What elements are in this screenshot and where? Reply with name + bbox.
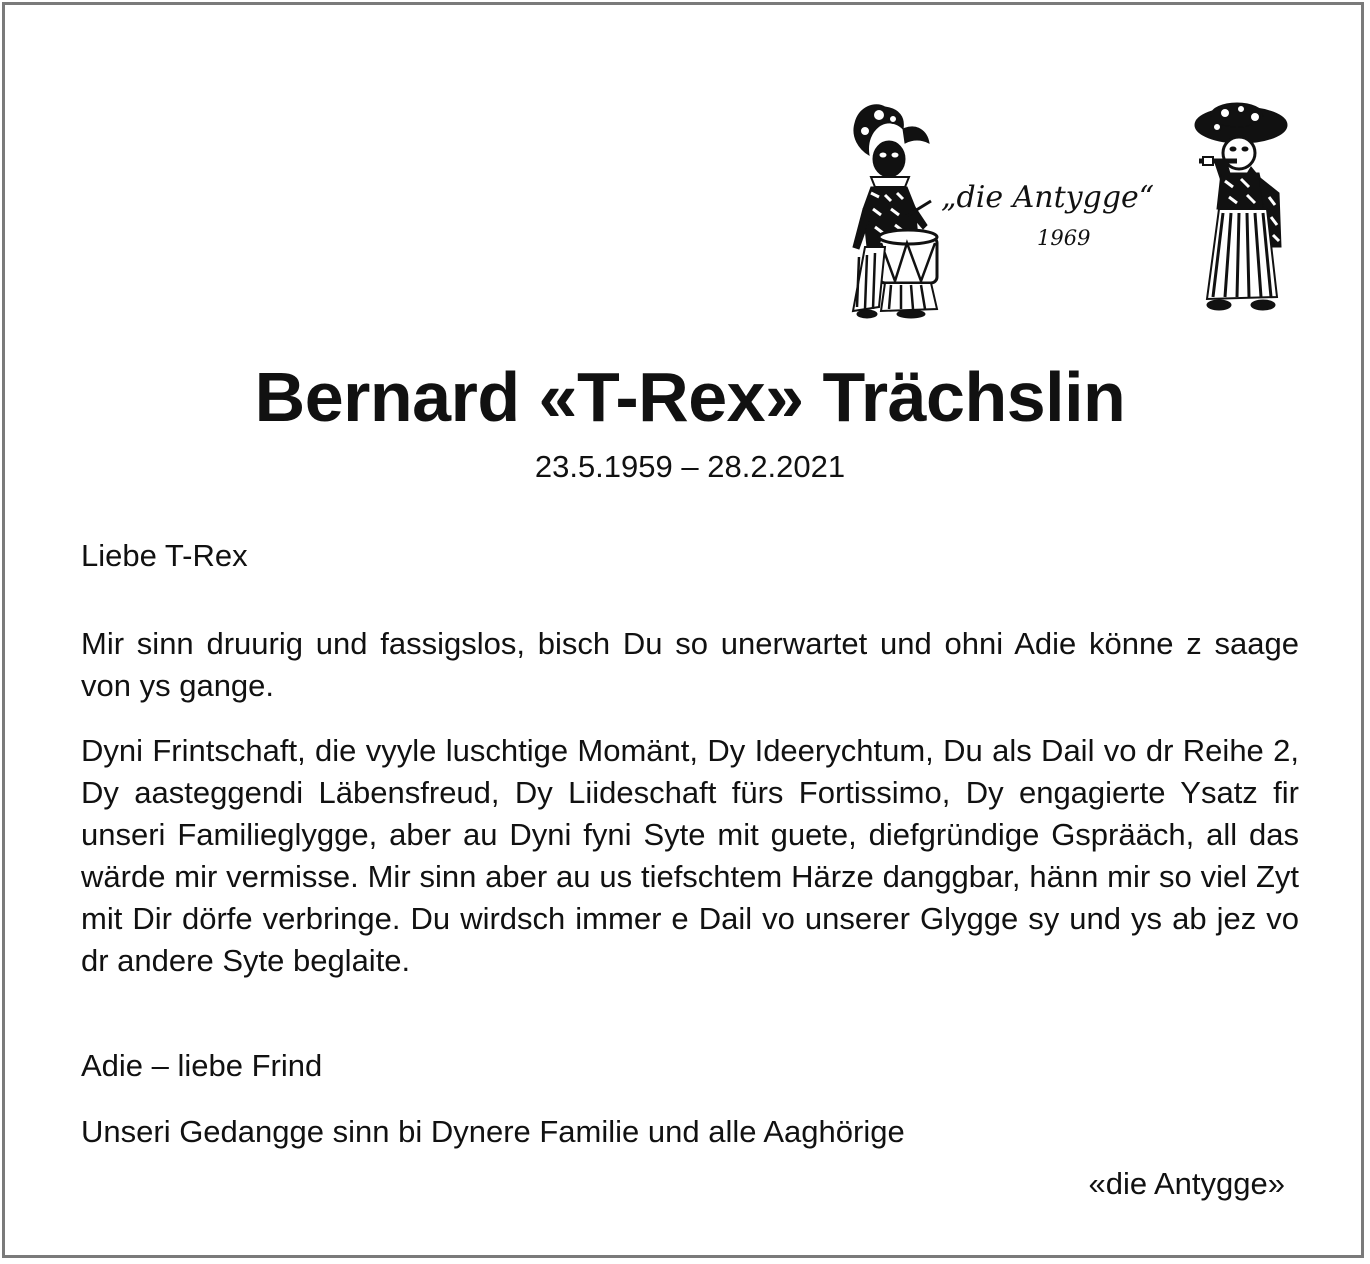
- paragraph-1: Mir sinn druurig und fassigslos, bisch Du so unerwartet und ohni Adie könne z saage von ys gange.: [81, 626, 1299, 703]
- deceased-name: Bernard «T-Rex» Trächslin: [254, 358, 1126, 436]
- signature: «die Antygge»: [1088, 1166, 1285, 1201]
- paragraph-2: Dyni Frintschaft, die vyyle luschtige Momänt, Dy Ideerychtum, Du als Dail vo dr Reihe 2, Dy aasteggendi Läbensfreud, Dy Liideschaft fürs Fortissimo, Dy engagierte Ysatz fir unseri Familieglygge, aber au Dyni fyni Syte mit guete, diefgründige Gsprääch, all das wärde mir vermisse. Mir sinn aber au us tiefschtem Härze danggbar, hänn mir so viel Zyt mit Dir dörfe verbringe. Du wirdsch immer e Dail vo unserer Glygge sy und ys ab jez vo dr andere Syte beglaite.: [81, 733, 1299, 978]
- obituary-frame: [2, 2, 1364, 1258]
- drummer-figure-icon: [853, 105, 937, 318]
- life-dates: 23.5.1959 – 28.2.2021: [534, 449, 846, 484]
- condolence-line: Unseri Gedangge sinn bi Dynere Familie und alle Aaghörige: [81, 1114, 905, 1149]
- logo-name: „die Antygge“: [941, 180, 1155, 215]
- farewell-line: Adie – liebe Frind: [81, 1048, 323, 1083]
- piccolo-player-figure-icon: [1195, 103, 1287, 310]
- greeting: Liebe T-Rex: [81, 538, 248, 573]
- logo-year: 1969: [1037, 226, 1091, 250]
- clique-logo: [845, 97, 1293, 323]
